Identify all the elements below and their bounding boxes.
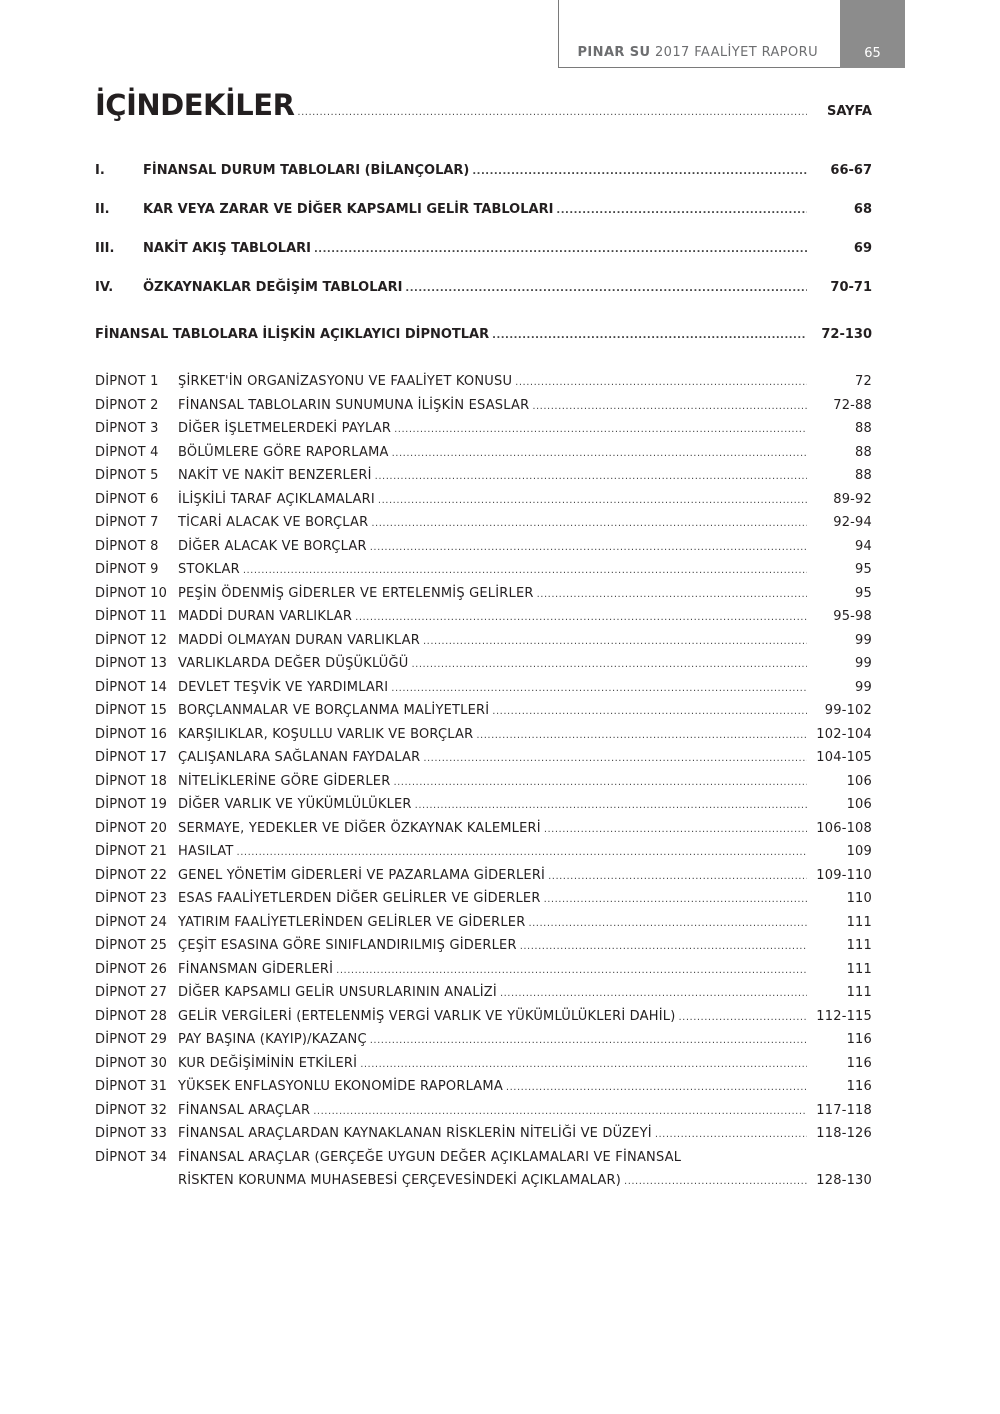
toc-note-row[interactable]: [95, 821, 872, 836]
note-code: DİPNOT 14: [95, 680, 168, 695]
note-label: DİĞER ALACAK VE BORÇLAR: [178, 539, 367, 554]
toc-note-row[interactable]: [95, 985, 872, 1000]
dot-leader: [370, 542, 807, 553]
toc-note-row-continued[interactable]: [95, 1173, 872, 1188]
note-code: DİPNOT 20: [95, 821, 168, 836]
notes-heading-label: FİNANSAL TABLOLARA İLİŞKİN AÇIKLAYICI DİPNOTLAR: [95, 327, 490, 342]
toc-note-row[interactable]: [95, 1150, 872, 1165]
toc-note-row[interactable]: [95, 1103, 872, 1118]
dot-leader: [528, 918, 807, 929]
note-label: KUR DEĞİŞİMİNİN ETKİLERİ: [178, 1056, 358, 1071]
section-pages: 68: [853, 202, 872, 217]
note-code: DİPNOT 3: [95, 421, 159, 436]
note-label: TİCARİ ALACAK VE BORÇLAR: [178, 515, 369, 530]
toc-note-row[interactable]: [95, 398, 872, 413]
page-number: 65: [864, 46, 881, 61]
toc-note-row[interactable]: [95, 938, 872, 953]
note-pages: 72: [855, 374, 872, 389]
dot-leader: [237, 847, 807, 858]
dot-leader: [393, 777, 807, 788]
note-code: DİPNOT 13: [95, 656, 168, 671]
dot-leader: [297, 107, 807, 118]
toc-note-row[interactable]: [95, 703, 872, 718]
note-label: İLİŞKİLİ TARAF AÇIKLAMALARI: [178, 492, 375, 507]
note-pages: 99-102: [824, 703, 872, 718]
note-pages: 106: [846, 797, 872, 812]
toc-note-row[interactable]: [95, 727, 872, 742]
note-code: DİPNOT 10: [95, 586, 168, 601]
dot-leader: [537, 589, 807, 600]
dot-leader: [411, 659, 807, 670]
dot-leader: [492, 330, 807, 341]
note-pages: 109: [846, 844, 872, 859]
note-code: DİPNOT 31: [95, 1079, 168, 1094]
section-pages: 70-71: [830, 280, 872, 295]
note-code: DİPNOT 28: [95, 1009, 168, 1024]
toc-note-row[interactable]: [95, 1079, 872, 1094]
note-pages: 116: [846, 1079, 872, 1094]
note-label: GENEL YÖNETİM GİDERLERİ VE PAZARLAMA GİDERLERİ: [178, 868, 546, 883]
note-pages: 95: [855, 586, 872, 601]
note-label: FİNANSAL TABLOLARIN SUNUMUNA İLİŞKİN ESASLAR: [178, 398, 530, 413]
note-pages: 110: [846, 891, 872, 906]
toc-note-row[interactable]: [95, 515, 872, 530]
note-pages: 111: [846, 915, 872, 930]
note-label: FİNANSMAN GİDERLERİ: [178, 962, 334, 977]
note-pages: 111: [846, 938, 872, 953]
toc-note-row[interactable]: [95, 750, 872, 765]
note-pages: 111: [846, 985, 872, 1000]
toc-note-row[interactable]: [95, 586, 872, 601]
dot-leader: [515, 377, 807, 388]
dot-leader: [415, 800, 807, 811]
dot-leader: [243, 565, 807, 576]
note-pages: 111: [846, 962, 872, 977]
note-label: NİTELİKLERİNE GÖRE GİDERLER: [178, 774, 391, 789]
note-label: PEŞİN ÖDENMİŞ GİDERLER VE ERTELENMİŞ GELİRLER: [178, 586, 534, 601]
note-pages: 128-130: [816, 1173, 872, 1188]
toc-note-row[interactable]: [95, 915, 872, 930]
note-code: DİPNOT 22: [95, 868, 168, 883]
note-label: HASILAT: [178, 844, 234, 859]
toc-note-row[interactable]: [95, 421, 872, 436]
toc-section-row[interactable]: [95, 202, 872, 217]
note-code: DİPNOT 34: [95, 1150, 168, 1165]
note-code: DİPNOT 16: [95, 727, 168, 742]
section-number: II.: [95, 202, 110, 217]
note-pages: 106-108: [816, 821, 872, 836]
dot-leader: [556, 205, 807, 216]
toc-note-row[interactable]: [95, 633, 872, 648]
dot-leader: [370, 1035, 807, 1046]
brand-name: PINAR SU: [577, 45, 651, 60]
note-pages: 116: [846, 1032, 872, 1047]
toc-note-row[interactable]: [95, 1009, 872, 1024]
note-code: DİPNOT 29: [95, 1032, 168, 1047]
note-code: DİPNOT 11: [95, 609, 168, 624]
note-code: DİPNOT 5: [95, 468, 159, 483]
note-pages: 106: [846, 774, 872, 789]
note-label: FİNANSAL ARAÇLAR: [178, 1103, 311, 1118]
note-pages: 89-92: [833, 492, 872, 507]
note-code: DİPNOT 7: [95, 515, 159, 530]
section-number: I.: [95, 163, 105, 178]
note-code: DİPNOT 6: [95, 492, 159, 507]
note-code: DİPNOT 23: [95, 891, 168, 906]
toc-note-row[interactable]: [95, 656, 872, 671]
toc-note-row[interactable]: [95, 868, 872, 883]
note-pages: 88: [855, 468, 872, 483]
dot-leader: [405, 283, 807, 294]
note-label: FİNANSAL ARAÇLAR (GERÇEĞE UYGUN DEĞER AÇIKLAMALARI VE FİNANSAL: [178, 1150, 682, 1165]
dot-leader: [532, 401, 807, 412]
section-label: NAKİT AKIŞ TABLOLARI: [143, 241, 311, 256]
note-label: BÖLÜMLERE GÖRE RAPORLAMA: [178, 445, 389, 460]
toc-note-row[interactable]: [95, 562, 872, 577]
note-label: ÇEŞİT ESASINA GÖRE SINIFLANDIRILMIŞ GİDERLER: [178, 938, 517, 953]
toc-note-row[interactable]: [95, 1126, 872, 1141]
note-pages: 95: [855, 562, 872, 577]
note-pages: 92-94: [833, 515, 872, 530]
note-code: DİPNOT 25: [95, 938, 168, 953]
note-code: DİPNOT 30: [95, 1056, 168, 1071]
dot-leader: [375, 471, 807, 482]
section-number: IV.: [95, 280, 114, 295]
note-label: SERMAYE, YEDEKLER VE DİĞER ÖZKAYNAK KALEMLERİ: [178, 821, 541, 836]
dot-leader: [423, 636, 807, 647]
notes-heading-pages: 72-130: [821, 327, 872, 342]
note-code: DİPNOT 18: [95, 774, 168, 789]
toc-note-row[interactable]: [95, 797, 872, 812]
note-pages: 104-105: [816, 750, 872, 765]
note-pages: 112-115: [816, 1009, 872, 1024]
note-label: MADDİ DURAN VARLIKLAR: [178, 609, 353, 624]
section-number: III.: [95, 241, 115, 256]
note-label: NAKİT VE NAKİT BENZERLERİ: [178, 468, 372, 483]
note-code: DİPNOT 12: [95, 633, 168, 648]
dot-leader: [476, 730, 807, 741]
toc-note-row[interactable]: [95, 1032, 872, 1047]
note-pages: 72-88: [833, 398, 872, 413]
note-pages: 118-126: [816, 1126, 872, 1141]
section-label: FİNANSAL DURUM TABLOLARI (BİLANÇOLAR): [143, 163, 470, 178]
running-header-text: [578, 45, 819, 60]
dot-leader: [506, 1082, 807, 1093]
note-pages: 117-118: [816, 1103, 872, 1118]
note-label: KARŞILIKLAR, KOŞULLU VARLIK VE BORÇLAR: [178, 727, 474, 742]
toc-section-row[interactable]: [95, 280, 872, 295]
note-code: DİPNOT 15: [95, 703, 168, 718]
note-pages: 116: [846, 1056, 872, 1071]
note-code: DİPNOT 17: [95, 750, 168, 765]
dot-leader: [355, 612, 807, 623]
note-code: DİPNOT 4: [95, 445, 159, 460]
note-code: DİPNOT 2: [95, 398, 159, 413]
note-pages: 109-110: [816, 868, 872, 883]
section-label: ÖZKAYNAKLAR DEĞİŞİM TABLOLARI: [143, 280, 403, 295]
note-code: DİPNOT 24: [95, 915, 168, 930]
toc-note-row[interactable]: [95, 891, 872, 906]
toc-title: İÇİNDEKİLER: [95, 88, 295, 122]
dot-leader: [313, 1106, 807, 1117]
page-number-tab: [840, 0, 905, 68]
section-pages: 66-67: [830, 163, 872, 178]
dot-leader: [360, 1059, 807, 1070]
note-label: PAY BAŞINA (KAYIP)/KAZANÇ: [178, 1032, 367, 1047]
dot-leader: [391, 683, 807, 694]
toc-note-row[interactable]: [95, 468, 872, 483]
note-label: DEVLET TEŞVİK VE YARDIMLARI: [178, 680, 389, 695]
note-code: DİPNOT 27: [95, 985, 168, 1000]
toc-note-row[interactable]: [95, 374, 872, 389]
note-label: BORÇLANMALAR VE BORÇLANMA MALİYETLERİ: [178, 703, 490, 718]
note-code: DİPNOT 33: [95, 1126, 168, 1141]
note-pages: 94: [855, 539, 872, 554]
note-code: DİPNOT 8: [95, 539, 159, 554]
note-label: STOKLAR: [178, 562, 240, 577]
report-title: 2017 FAALİYET RAPORU: [655, 45, 818, 60]
dot-leader: [371, 518, 807, 529]
dot-leader: [378, 495, 807, 506]
note-pages: 95-98: [833, 609, 872, 624]
section-label: KAR VEYA ZARAR VE DİĞER KAPSAMLI GELİR TABLOLARI: [143, 202, 554, 217]
dot-leader: [624, 1176, 807, 1187]
toc-note-row[interactable]: [95, 539, 872, 554]
dot-leader: [544, 894, 807, 905]
dot-leader: [394, 424, 807, 435]
note-label: FİNANSAL ARAÇLARDAN KAYNAKLANAN RİSKLERİN NİTELİĞİ VE DÜZEYİ: [178, 1126, 652, 1141]
dot-leader: [500, 988, 807, 999]
note-label: ESAS FAALİYETLERDEN DİĞER GELİRLER VE GİDERLER: [178, 891, 541, 906]
running-header: [558, 0, 840, 68]
dot-leader: [472, 166, 807, 177]
dot-leader: [520, 941, 807, 952]
dot-leader: [544, 824, 807, 835]
note-label: ŞİRKET'İN ORGANİZASYONU VE FAALİYET KONUSU: [178, 374, 513, 389]
note-code: DİPNOT 9: [95, 562, 159, 577]
note-code: DİPNOT 32: [95, 1103, 168, 1118]
dot-leader: [314, 244, 807, 255]
toc-note-row[interactable]: [95, 844, 872, 859]
note-label: DİĞER VARLIK VE YÜKÜMLÜLÜKLER: [178, 797, 412, 812]
note-label: DİĞER KAPSAMLI GELİR UNSURLARININ ANALİZİ: [178, 985, 497, 1000]
toc-section-row[interactable]: [95, 241, 872, 256]
note-label: MADDİ OLMAYAN DURAN VARLIKLAR: [178, 633, 420, 648]
note-pages: 99: [855, 633, 872, 648]
toc-note-row[interactable]: [95, 609, 872, 624]
toc-section-row[interactable]: [95, 163, 872, 178]
dot-leader: [492, 706, 807, 717]
note-label: VARLIKLARDA DEĞER DÜŞÜKLÜĞÜ: [178, 656, 409, 671]
toc-note-row[interactable]: [95, 962, 872, 977]
note-label: YATIRIM FAALİYETLERİNDEN GELİRLER VE GİDERLER: [178, 915, 526, 930]
notes-heading-row[interactable]: [95, 327, 872, 342]
note-label-continued: RİSKTEN KORUNMA MUHASEBESİ ÇERÇEVESİNDEKİ AÇIKLAMALAR): [178, 1173, 622, 1188]
note-pages: 102-104: [816, 727, 872, 742]
note-label: DİĞER İŞLETMELERDEKİ PAYLAR: [178, 421, 392, 436]
note-label: GELİR VERGİLERİ (ERTELENMİŞ VERGİ VARLIK VE YÜKÜMLÜLÜKLERİ DAHİL): [178, 1009, 676, 1024]
toc-note-row[interactable]: [95, 1056, 872, 1071]
toc-title-row: [95, 88, 872, 122]
note-pages: 88: [855, 445, 872, 460]
note-pages: 99: [855, 680, 872, 695]
note-code: DİPNOT 19: [95, 797, 168, 812]
toc-note-row[interactable]: [95, 492, 872, 507]
toc-note-row[interactable]: [95, 774, 872, 789]
note-code: DİPNOT 1: [95, 374, 159, 389]
toc-note-row[interactable]: [95, 680, 872, 695]
section-pages: 69: [853, 241, 872, 256]
note-label: ÇALIŞANLARA SAĞLANAN FAYDALAR: [178, 750, 421, 765]
note-code: DİPNOT 26: [95, 962, 168, 977]
page-column-header: SAYFA: [826, 104, 872, 119]
toc-note-row[interactable]: [95, 445, 872, 460]
note-pages: 99: [855, 656, 872, 671]
dot-leader: [392, 448, 807, 459]
note-label: YÜKSEK ENFLASYONLU EKONOMİDE RAPORLAMA: [178, 1079, 503, 1094]
note-code: DİPNOT 21: [95, 844, 168, 859]
dot-leader: [678, 1012, 807, 1023]
note-pages: 88: [855, 421, 872, 436]
dot-leader: [423, 753, 807, 764]
dot-leader: [336, 965, 807, 976]
dot-leader: [655, 1129, 807, 1140]
dot-leader: [548, 871, 807, 882]
